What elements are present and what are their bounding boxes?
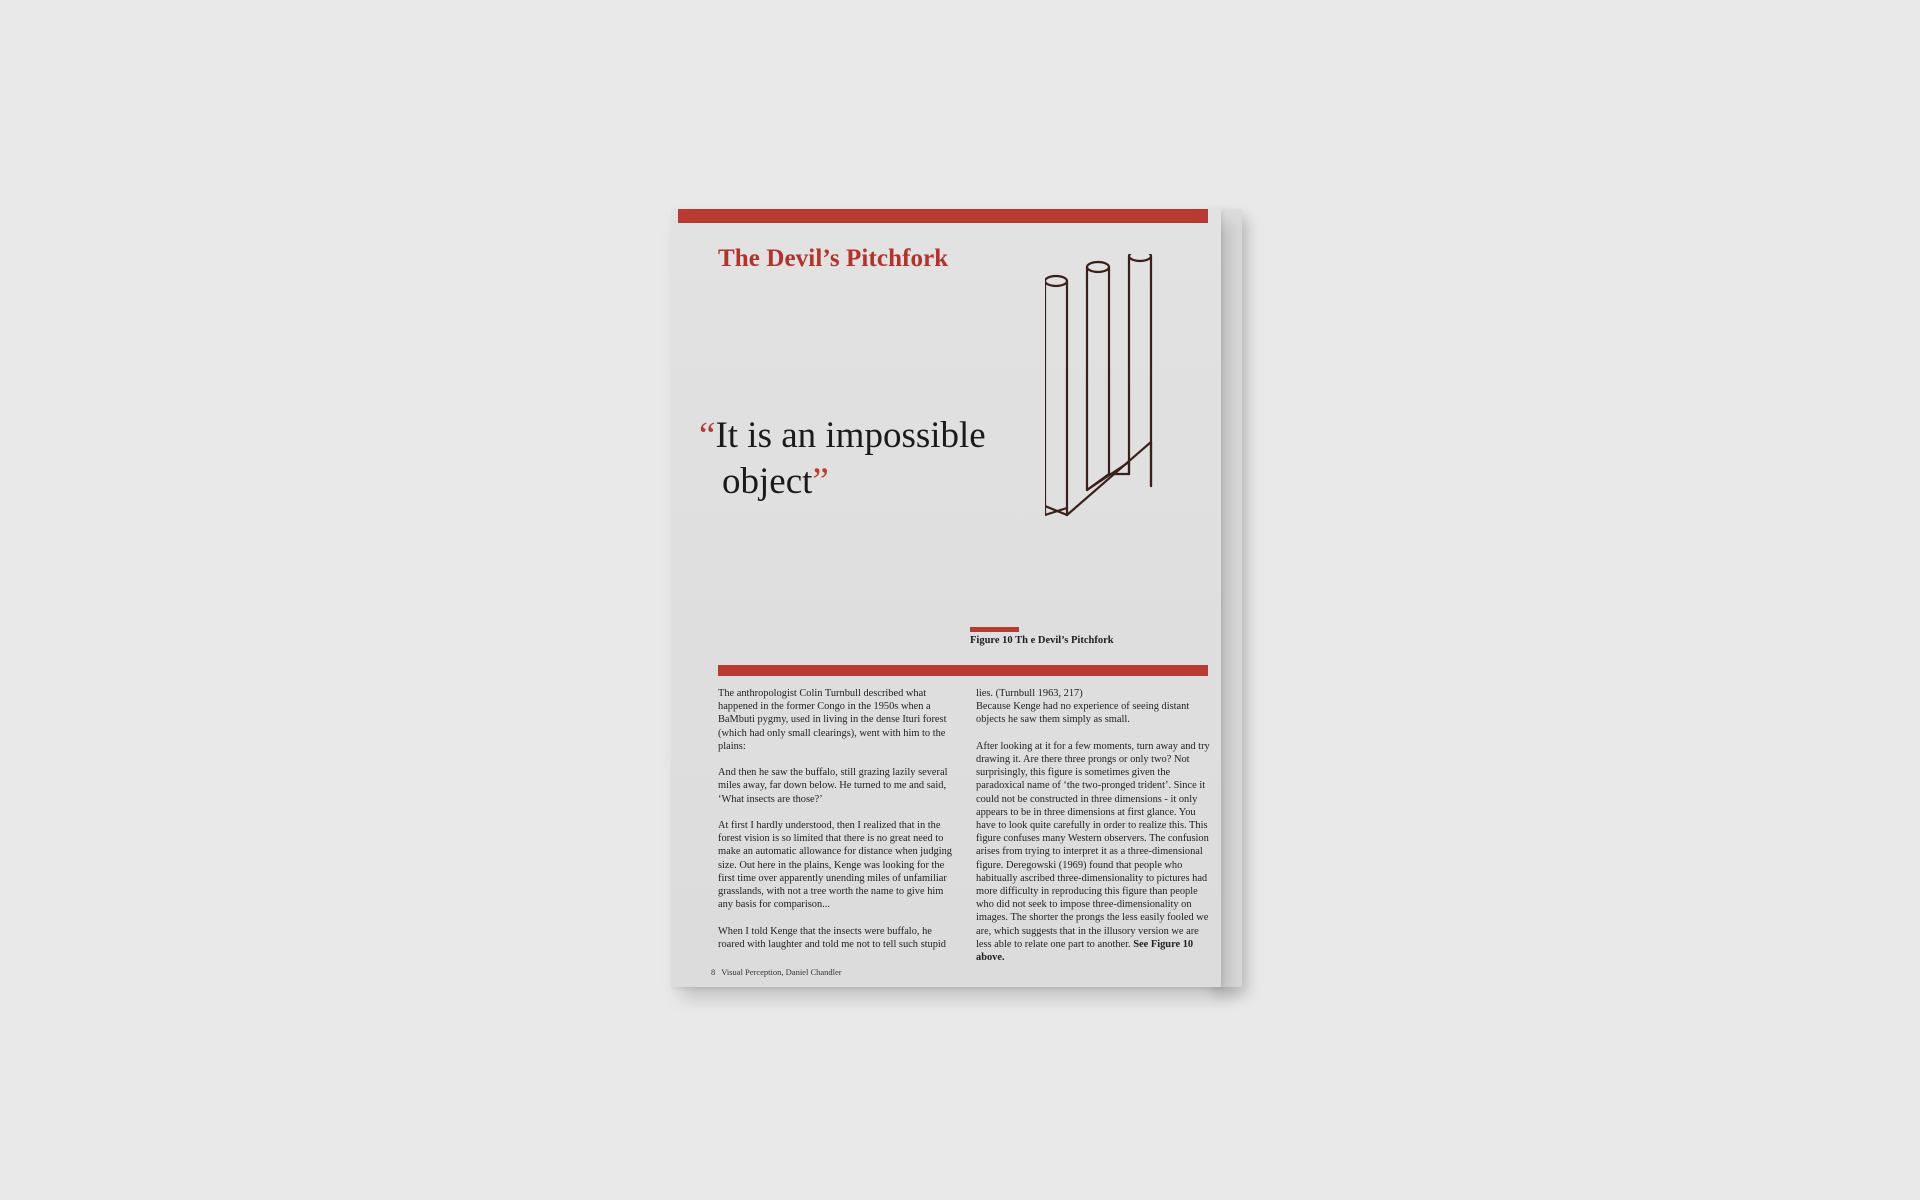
prong-top-ellipse [1129, 254, 1151, 261]
prong-top-ellipse [1045, 276, 1067, 286]
paragraph: The anthropologist Colin Turnbull described what happened in the former Congo in the 1950s when a BaMbuti pygmy, used in living in the dense Ituri forest (which had only small clearings), went with him to the plains: [718, 688, 947, 752]
figure-caption: Figure 10 Th e Devil’s Pitchfork [970, 635, 1114, 646]
quote-line-1: It is an impossible [715, 415, 986, 456]
footer-source: Visual Perception, Daniel Chandler [721, 967, 842, 977]
quote-line-2: object [722, 461, 813, 502]
paragraph: When I told Kenge that the insects were buffalo, he roared with laughter and told me not to tell such stupid [718, 925, 946, 950]
top-accent-bar [678, 209, 1208, 223]
citation-line: lies. (Turnbull 1963, 217) [976, 688, 1083, 699]
page-footer [711, 967, 842, 977]
paragraph-text: Because Kenge had no experience of seeing distant objects he saw them simply as small. [976, 701, 1190, 726]
body-column-left [718, 687, 958, 964]
prong-top-ellipse [1087, 262, 1109, 272]
paragraph [976, 687, 1216, 727]
body-column-right [976, 687, 1216, 977]
section-divider-bar [718, 665, 1208, 676]
pull-quote [699, 413, 1019, 505]
paragraph [976, 740, 1216, 964]
paragraph: And then he saw the buffalo, still grazing lazily several miles away, far down below. He turned to me and said, ‘What insects are those?’ [718, 767, 948, 805]
page-title: The Devil’s Pitchfork [718, 245, 949, 272]
quote-close-mark: ” [812, 461, 829, 502]
quote-line-2-wrap [699, 459, 1019, 505]
caption-accent-bar [970, 627, 1019, 632]
paragraph: At first I hardly understood, then I realized that in the forest vision is so limited that there is no great need to make an automatic allowance for distance when judging size. Out here in the plains, Kenge was looking for the first time over apparently unending miles of unfamiliar grasslands, with not a tree worth the name to give him any basis for comparison... [718, 820, 952, 911]
figure-reference: See Figure 10 above. [976, 938, 1194, 964]
impossible-trident-figure [1045, 254, 1185, 524]
paragraph-text: After looking at it for a few moments, turn away and try drawing it. Are there three prongs or only two? Not surprisingly, this figure is sometimes given the paradoxical name of ‘the two-pronged trident’. Since it could not be constructed in three dimensions - it only appears to be in three dimensions at first glance. You have to look quite carefully in order to realize this. This figure confuses many Western observers. The confusion arises from trying to interpret it as a three-dimensional figure. Deregowski (1969) found that people who habitually ascribed three-dimensionality to pictures had more difficulty in reproducing this figure than people who did not seek to impose three-dimensionality on images. The shorter the prongs the less easily fooled we are, which suggests that in the illusory version we are less able to relate one part to another. [976, 740, 1210, 950]
page-number: 8 [711, 967, 716, 977]
quote-open-mark: “ [699, 415, 716, 456]
document-page [671, 209, 1221, 987]
